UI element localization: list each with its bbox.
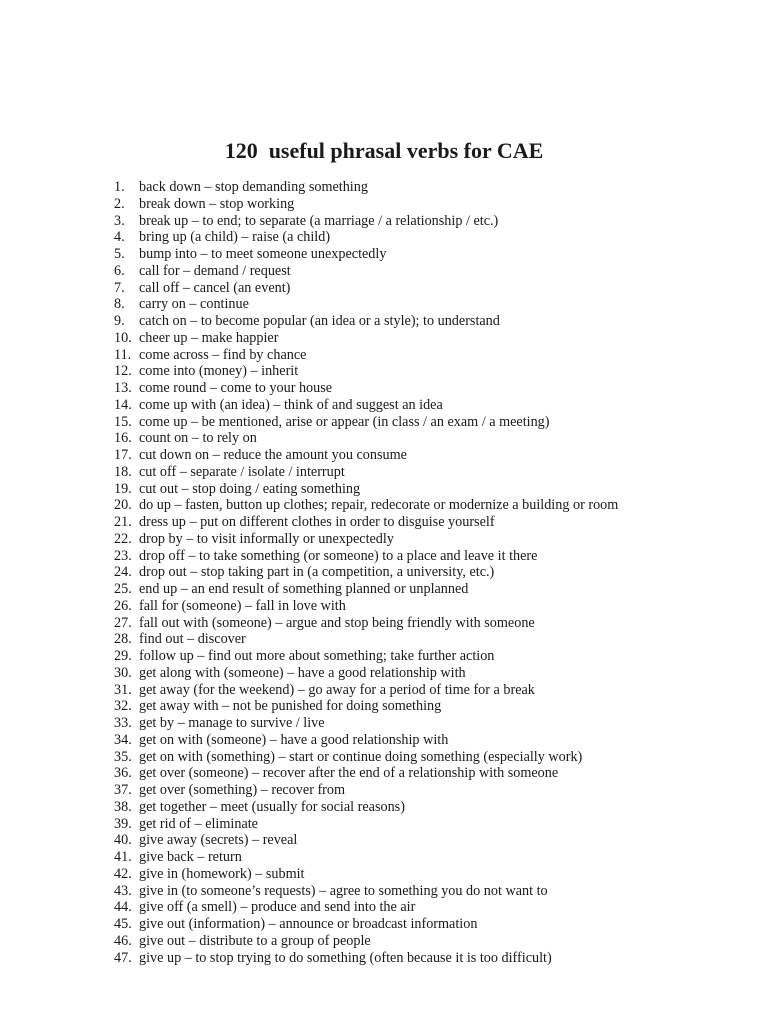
list-item-text: carry on – continue xyxy=(139,296,249,313)
list-item-number: 46. xyxy=(114,932,132,949)
list-item-text: come up with (an idea) – think of and suggest an idea xyxy=(139,396,443,413)
list-item-text: give in (to someone’s requests) – agree to something you do not want to xyxy=(139,882,548,899)
list-item xyxy=(114,899,754,916)
list-item-text: come round – come to your house xyxy=(139,380,333,396)
list-item xyxy=(114,782,754,799)
list-item-number: 14. xyxy=(114,396,132,413)
list-item xyxy=(114,363,754,380)
list-item xyxy=(114,698,754,715)
list-item-number: 2. xyxy=(114,195,125,212)
list-item xyxy=(114,263,754,280)
phrasal-verb-list xyxy=(114,179,754,966)
list-item xyxy=(114,313,754,330)
list-item-text: find out – discover xyxy=(139,631,246,648)
list-item-number: 5. xyxy=(114,246,125,262)
list-item-text: bump into – to meet someone unexpectedly xyxy=(139,246,387,262)
list-item-number: 45. xyxy=(114,916,132,932)
list-item-text: fall for (someone) – fall in love with xyxy=(139,597,346,614)
list-item-number: 20. xyxy=(114,497,132,514)
list-item-text: fall out with (someone) – argue and stop being friendly with someone xyxy=(139,614,535,631)
list-item-number: 27. xyxy=(114,614,132,631)
list-item xyxy=(114,816,754,833)
list-item-text: get away (for the weekend) – go away for a period of time for a break xyxy=(139,681,535,698)
list-item-text: cut out – stop doing / eating something xyxy=(139,480,361,497)
list-item xyxy=(114,213,754,230)
list-item xyxy=(114,296,754,313)
list-item-text: come into (money) – inherit xyxy=(139,363,299,380)
list-item-text: give away (secrets) – reveal xyxy=(139,832,298,849)
list-item xyxy=(114,531,754,548)
list-item-text: get over (someone) – recover after the end of a relationship with someone xyxy=(139,765,559,782)
list-item-text: call for – demand / request xyxy=(139,262,291,279)
list-item-text: give out – distribute to a group of people xyxy=(139,932,371,949)
list-item xyxy=(114,799,754,816)
list-item xyxy=(114,665,754,682)
list-item-text: get by – manage to survive / live xyxy=(139,715,325,731)
list-item-text: bring up (a child) – raise (a child) xyxy=(139,229,331,246)
list-item-number: 43. xyxy=(114,882,132,899)
page-title: 120 useful phrasal verbs for CAE xyxy=(224,138,544,163)
list-item-number: 29. xyxy=(114,648,132,664)
list-item-text: dress up – put on different clothes in order to disguise yourself xyxy=(139,514,495,530)
list-item-number: 32. xyxy=(114,698,132,715)
list-item xyxy=(114,464,754,481)
list-item xyxy=(114,933,754,950)
list-item xyxy=(114,749,754,766)
list-item-text: give off (a smell) – produce and send into the air xyxy=(139,899,416,916)
list-item xyxy=(114,883,754,900)
list-item-number: 44. xyxy=(114,899,132,916)
list-item xyxy=(114,732,754,749)
list-item-number: 15. xyxy=(114,413,132,430)
list-item-text: get on with (something) – start or continue doing something (especially work) xyxy=(139,748,583,765)
list-item-text: get away with – not be punished for doing something xyxy=(139,698,442,715)
list-item xyxy=(114,347,754,364)
list-item-number: 28. xyxy=(114,631,132,648)
list-item-number: 42. xyxy=(114,865,132,882)
list-item-number: 38. xyxy=(114,798,132,815)
list-item xyxy=(114,950,754,967)
list-item xyxy=(114,246,754,263)
list-item-text: call off – cancel (an event) xyxy=(139,279,291,296)
list-item-number: 30. xyxy=(114,664,132,681)
list-item-number: 11. xyxy=(114,346,132,363)
list-item xyxy=(114,380,754,397)
list-item-text: give out (information) – announce or broadcast information xyxy=(139,916,478,932)
list-item-text: come across – find by chance xyxy=(139,346,307,363)
list-item-text: break down – stop working xyxy=(139,195,295,212)
list-item-number: 35. xyxy=(114,748,132,765)
list-item-number: 8. xyxy=(114,296,125,313)
list-item-number: 40. xyxy=(114,832,132,849)
list-item xyxy=(114,916,754,933)
list-item-number: 24. xyxy=(114,564,132,581)
list-item-number: 39. xyxy=(114,815,132,832)
list-item xyxy=(114,430,754,447)
list-item xyxy=(114,514,754,531)
list-item-text: do up – fasten, button up clothes; repair, redecorate or modernize a building or room xyxy=(139,497,619,514)
list-item-number: 6. xyxy=(114,262,125,279)
list-item xyxy=(114,866,754,883)
list-item-number: 22. xyxy=(114,530,132,547)
list-item xyxy=(114,481,754,498)
list-item-text: get over (something) – recover from xyxy=(139,782,346,798)
list-item-number: 17. xyxy=(114,447,132,463)
list-item-text: drop off – to take something (or someone) to a place and leave it there xyxy=(139,547,538,564)
list-item-text: give back – return xyxy=(139,849,242,865)
list-item-number: 37. xyxy=(114,782,132,798)
list-item-text: drop out – stop taking part in (a competition, a university, etc.) xyxy=(139,564,495,581)
list-item xyxy=(114,414,754,431)
list-item xyxy=(114,229,754,246)
list-item-number: 19. xyxy=(114,480,132,497)
list-item-text: get on with (someone) – have a good relationship with xyxy=(139,731,449,748)
list-item xyxy=(114,397,754,414)
list-item-number: 47. xyxy=(114,949,132,966)
list-item xyxy=(114,330,754,347)
list-item-number: 26. xyxy=(114,597,132,614)
list-item-number: 9. xyxy=(114,313,125,329)
list-item-text: drop by – to visit informally or unexpectedly xyxy=(139,530,394,547)
list-item xyxy=(114,682,754,699)
list-item xyxy=(114,715,754,732)
list-item xyxy=(114,548,754,565)
list-item-number: 36. xyxy=(114,765,132,782)
list-item-number: 3. xyxy=(114,212,125,229)
list-item-text: get along with (someone) – have a good relationship with xyxy=(139,664,466,681)
list-item xyxy=(114,179,754,196)
list-item-text: cheer up – make happier xyxy=(139,329,279,346)
list-item xyxy=(114,564,754,581)
list-item-number: 34. xyxy=(114,731,132,748)
list-item xyxy=(114,447,754,464)
list-item xyxy=(114,832,754,849)
list-item-number: 18. xyxy=(114,463,132,480)
list-item-number: 7. xyxy=(114,279,125,296)
list-item xyxy=(114,849,754,866)
list-item-text: get rid of – eliminate xyxy=(139,815,258,832)
list-item-number: 25. xyxy=(114,581,132,597)
list-item-text: count on – to rely on xyxy=(139,430,257,447)
list-item-text: catch on – to become popular (an idea or a style); to understand xyxy=(139,313,500,329)
list-item xyxy=(114,765,754,782)
list-item xyxy=(114,598,754,615)
list-item-number: 41. xyxy=(114,849,132,865)
list-item xyxy=(114,280,754,297)
list-item-text: end up – an end result of something planned or unplanned xyxy=(139,581,469,597)
list-item-text: break up – to end; to separate (a marriage / a relationship / etc.) xyxy=(139,212,499,229)
list-item-text: cut down on – reduce the amount you consume xyxy=(139,447,407,463)
list-item-text: come up – be mentioned, arise or appear (in class / an exam / a meeting) xyxy=(139,413,550,430)
list-item-number: 33. xyxy=(114,715,132,731)
list-item-text: give in (homework) – submit xyxy=(139,865,305,882)
list-item-number: 13. xyxy=(114,380,132,396)
list-item xyxy=(114,615,754,632)
list-item-number: 1. xyxy=(114,179,125,195)
list-item-text: get together – meet (usually for social reasons) xyxy=(139,798,405,815)
list-item-number: 10. xyxy=(114,329,132,346)
list-item-number: 12. xyxy=(114,363,132,380)
list-item xyxy=(114,631,754,648)
list-item-number: 31. xyxy=(114,681,132,698)
list-item-number: 21. xyxy=(114,514,132,530)
list-item xyxy=(114,581,754,598)
list-item-text: back down – stop demanding something xyxy=(139,179,368,195)
list-item-text: follow up – find out more about something; take further action xyxy=(139,648,495,664)
list-item-number: 4. xyxy=(114,229,125,246)
list-item-text: cut off – separate / isolate / interrupt xyxy=(139,463,345,480)
list-item-number: 16. xyxy=(114,430,132,447)
list-item-text: give up – to stop trying to do something (often because it is too difficult) xyxy=(139,949,552,966)
list-item-number: 23. xyxy=(114,547,132,564)
list-item xyxy=(114,648,754,665)
list-item xyxy=(114,497,754,514)
list-item xyxy=(114,196,754,213)
